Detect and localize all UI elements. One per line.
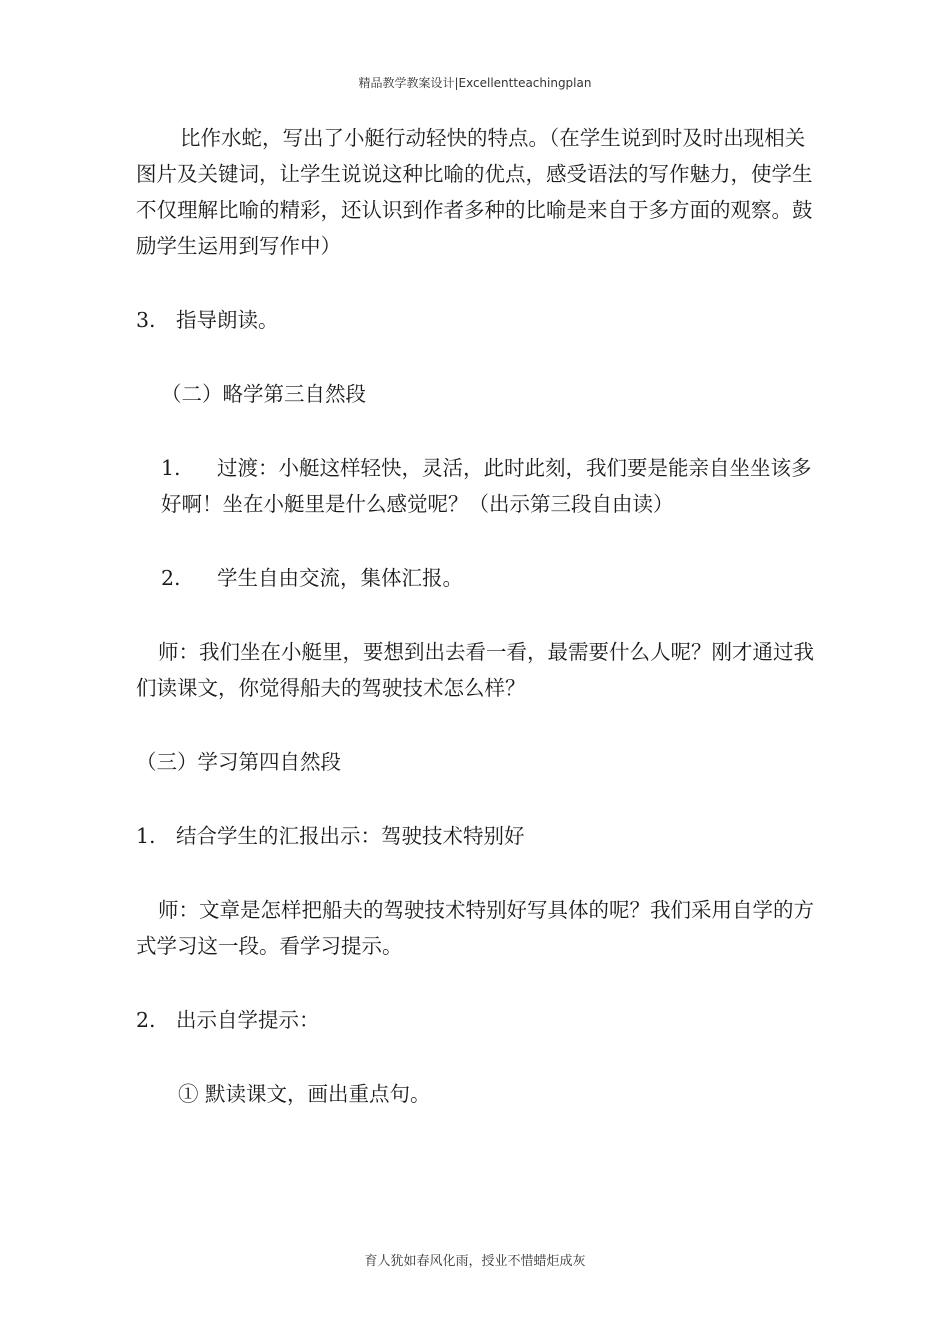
list-text: 出示自学提示： [176, 1008, 320, 1032]
list-number: 1. [161, 456, 181, 480]
list-item-silent-reading: ① 默读课文，画出重点句。 [178, 1082, 431, 1106]
list-number: 3. [136, 308, 156, 332]
paragraph-metaphor: 比作水蛇，写出了小艇行动轻快的特点。（在学生说到时及时出现相关图片及关键词，让学生说说这种比喻的优点，感受语法的写作魅力，使学生不仅理解比喻的精彩，还认识到作者多种的比喻是来自于多方面的观察。鼓励学生运用到写作中） [136, 126, 813, 258]
list-text: 结合学生的汇报出示：驾驶技术特别好 [176, 824, 525, 848]
list-item-discussion [136, 560, 816, 596]
document-body [136, 120, 816, 1112]
list-text: 指导朗读。 [176, 308, 279, 332]
list-text: 过渡：小艇这样轻快，灵活，此时此刻，我们要是能亲自坐坐该多好啊！坐在小艇里是什么感觉呢？（出示第三段自由读） [161, 456, 812, 516]
section-heading-two: （二）略学第三自然段 [161, 382, 366, 406]
page-header: 精品教学教案设计|Excellentteachingplan [358, 76, 592, 90]
list-text: 学生自由交流，集体汇报。 [217, 566, 463, 590]
page-footer: 育人犹如春风化雨，授业不惜蜡炬成灰 [364, 1254, 586, 1269]
paragraph-teacher-method: 师：文章是怎样把船夫的驾驶技术特别好写具体的呢？我们采用自学的方式学习这一段。看学习提示。 [136, 898, 814, 958]
list-number: 1. [136, 824, 156, 848]
list-number: 2. [161, 566, 181, 590]
list-item-self-study [136, 1002, 816, 1038]
list-item-guide-reading [136, 302, 816, 338]
section-heading-three: （三）学习第四自然段 [136, 750, 341, 774]
list-number: 2. [136, 1008, 156, 1032]
list-item-report [136, 818, 816, 854]
list-item-transition [136, 450, 816, 522]
paragraph-teacher-question: 师：我们坐在小艇里，要想到出去看一看，最需要什么人呢？刚才通过我们读课文，你觉得船夫的驾驶技术怎么样？ [136, 640, 814, 700]
